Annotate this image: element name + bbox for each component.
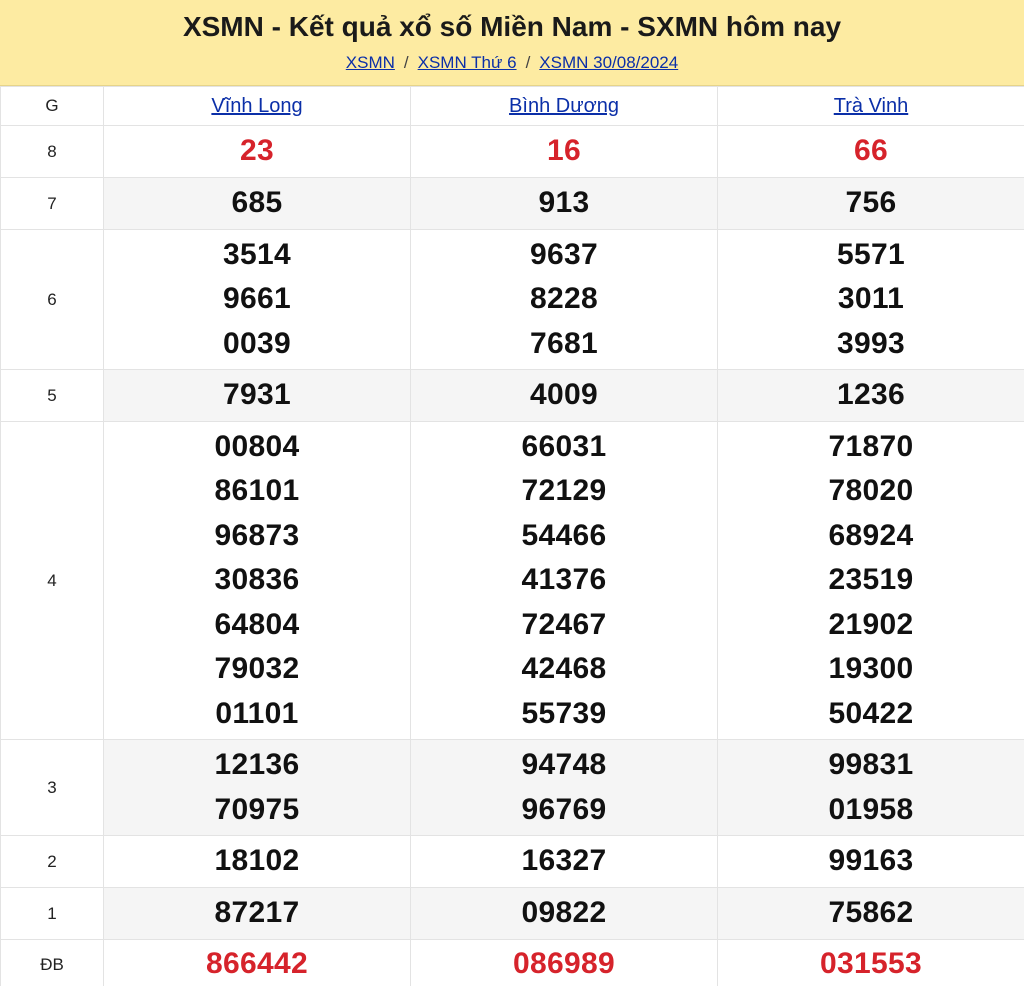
result-number: 68924 <box>828 518 914 552</box>
result-cell <box>104 178 411 230</box>
result-cell <box>411 422 718 740</box>
result-cell <box>104 740 411 836</box>
page-header <box>0 0 1024 86</box>
result-number: 3993 <box>837 326 905 360</box>
result-cell <box>411 178 718 230</box>
result-number: 55739 <box>521 696 607 730</box>
result-cell <box>718 178 1024 230</box>
result-cell <box>411 230 718 370</box>
result-cell <box>104 836 411 888</box>
result-number: 913 <box>538 186 590 220</box>
prize-label: 6 <box>1 230 104 370</box>
result-cell <box>411 740 718 836</box>
table-header-row <box>1 87 1024 126</box>
result-number: 41376 <box>521 563 607 597</box>
result-number: 01958 <box>828 792 914 826</box>
breadcrumb-link-xsmn-date[interactable]: XSMN 30/08/2024 <box>539 53 679 72</box>
prize-column-header: G <box>1 87 104 126</box>
province-link-tra-vinh[interactable]: Trà Vinh <box>833 94 909 117</box>
result-number: 66 <box>854 134 888 168</box>
province-header <box>718 87 1024 126</box>
result-cell <box>718 836 1024 888</box>
prize-row <box>1 178 1024 230</box>
result-cell <box>411 888 718 940</box>
result-number: 50422 <box>828 696 914 730</box>
result-cell <box>104 940 411 986</box>
result-number: 72129 <box>521 474 607 508</box>
province-header <box>411 87 718 126</box>
result-cell <box>104 126 411 178</box>
prize-row <box>1 940 1024 986</box>
result-cell <box>718 888 1024 940</box>
result-number: 78020 <box>828 474 914 508</box>
result-number: 3011 <box>837 282 905 316</box>
result-number: 96769 <box>521 792 607 826</box>
result-number: 64804 <box>214 607 300 641</box>
result-number: 5571 <box>837 237 905 271</box>
breadcrumb-separator: / <box>525 53 531 72</box>
prize-row <box>1 230 1024 370</box>
result-number: 87217 <box>214 896 300 930</box>
result-number: 086989 <box>513 947 615 981</box>
result-cell <box>104 230 411 370</box>
result-number: 86101 <box>214 474 300 508</box>
result-number: 7931 <box>223 378 291 412</box>
result-number: 866442 <box>206 947 308 981</box>
prize-label: 1 <box>1 888 104 940</box>
result-number: 756 <box>845 186 897 220</box>
result-number: 12136 <box>214 748 300 781</box>
result-number: 75862 <box>828 896 914 930</box>
result-number: 96873 <box>214 518 300 552</box>
result-number: 16 <box>547 134 581 168</box>
prize-label: 3 <box>1 740 104 836</box>
prize-row <box>1 836 1024 888</box>
result-number: 42468 <box>521 652 607 686</box>
result-number: 9661 <box>223 282 291 316</box>
result-number: 30836 <box>214 563 300 597</box>
result-number: 21902 <box>828 607 914 641</box>
result-number: 18102 <box>214 844 300 878</box>
result-number: 0039 <box>223 326 291 360</box>
prize-label: 7 <box>1 178 104 230</box>
page-title: XSMN - Kết quả xổ số Miền Nam - SXMN hôm nay <box>182 11 842 42</box>
prize-label: ĐB <box>1 940 104 986</box>
result-cell <box>104 422 411 740</box>
result-number: 66031 <box>521 429 607 463</box>
result-cell <box>411 940 718 986</box>
result-cell <box>718 230 1024 370</box>
result-number: 4009 <box>530 378 598 412</box>
result-cell <box>411 126 718 178</box>
result-number: 7681 <box>530 326 598 360</box>
result-number: 70975 <box>214 792 300 826</box>
results-body <box>1 126 1024 986</box>
province-link-vinh-long[interactable]: Vĩnh Long <box>211 94 303 117</box>
result-number: 00804 <box>214 429 300 463</box>
prize-label: 2 <box>1 836 104 888</box>
result-number: 1236 <box>837 378 905 412</box>
result-number: 8228 <box>530 282 598 316</box>
result-cell <box>104 888 411 940</box>
breadcrumb <box>0 52 1024 74</box>
prize-row <box>1 422 1024 740</box>
result-number: 79032 <box>214 652 300 686</box>
result-number: 01101 <box>215 696 299 730</box>
result-number: 23 <box>240 134 274 168</box>
prize-row <box>1 126 1024 178</box>
province-link-binh-duong[interactable]: Bình Dương <box>509 94 619 117</box>
result-number: 19300 <box>828 652 914 686</box>
result-cell <box>411 836 718 888</box>
prize-label: 4 <box>1 422 104 740</box>
result-number: 99163 <box>828 844 914 878</box>
result-number: 71870 <box>828 429 914 463</box>
result-number: 94748 <box>521 748 607 781</box>
breadcrumb-link-xsmn[interactable]: XSMN <box>345 53 395 72</box>
result-number: 23519 <box>828 563 914 597</box>
breadcrumb-separator: / <box>403 53 409 72</box>
prize-row <box>1 888 1024 940</box>
result-cell <box>718 940 1024 986</box>
breadcrumb-link-xsmn-thu-6[interactable]: XSMN Thứ 6 <box>417 53 517 72</box>
result-number: 16327 <box>521 844 607 878</box>
result-number: 685 <box>231 186 283 220</box>
prize-row <box>1 740 1024 836</box>
result-cell <box>718 370 1024 422</box>
result-number: 3514 <box>223 237 291 271</box>
result-cell <box>718 740 1024 836</box>
result-number: 9637 <box>530 237 598 271</box>
result-cell <box>411 370 718 422</box>
prize-label: 5 <box>1 370 104 422</box>
result-number: 09822 <box>521 896 607 930</box>
result-number: 54466 <box>521 518 607 552</box>
prize-row <box>1 370 1024 422</box>
result-cell <box>718 126 1024 178</box>
result-number: 72467 <box>521 607 607 641</box>
result-cell <box>718 422 1024 740</box>
result-cell <box>104 370 411 422</box>
province-header <box>104 87 411 126</box>
results-table <box>0 86 1024 986</box>
result-number: 99831 <box>828 748 914 781</box>
result-number: 031553 <box>820 947 922 981</box>
prize-label: 8 <box>1 126 104 178</box>
